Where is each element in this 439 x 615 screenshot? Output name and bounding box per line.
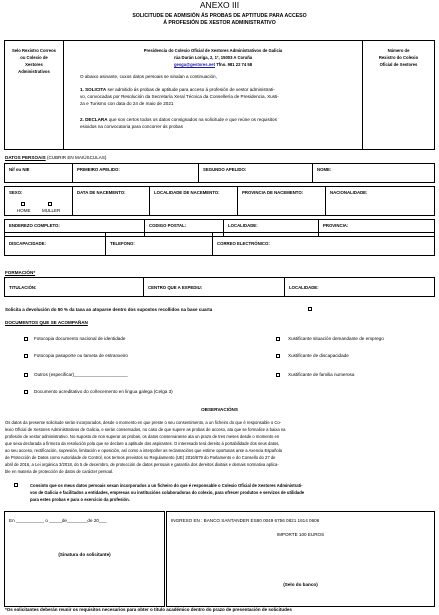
doc-disability-checkbox[interactable] xyxy=(276,354,280,358)
town-label: LOCALIDADE: xyxy=(228,223,258,228)
doc-jobseeker-checkbox[interactable] xyxy=(276,337,280,341)
sex-label: SEXO: xyxy=(9,190,23,195)
doc-id-checkbox[interactable] xyxy=(24,337,28,341)
consent-line-1: Consinto que os meus datos persoais sexan incorporados a un ficheiro do que é responsable o Colexio Oficial de Xestores Administrati- xyxy=(30,483,303,488)
doc-large-family-checkbox[interactable] xyxy=(276,373,280,377)
sex-male-label: HOME xyxy=(17,208,31,213)
disability-label: DISCAPACIDADE: xyxy=(9,241,46,246)
stamp-label-line3: Xestores xyxy=(25,62,43,67)
degree-field[interactable] xyxy=(4,277,144,297)
doc-large-family-label: Xustificante de familia numerosa xyxy=(288,372,355,377)
doc-disability-label: Xustificante de discapacidade xyxy=(288,353,349,358)
nationality-label: NACIONALIDADE: xyxy=(330,190,368,195)
phone-field[interactable] xyxy=(105,232,213,256)
application-body-cell xyxy=(63,40,363,150)
consent-checkbox[interactable] xyxy=(14,483,18,487)
birth-date-label: DATA DE NACEMENTO: xyxy=(77,190,126,195)
issuing-center-field[interactable] xyxy=(143,277,285,297)
declare-label: 2. DECLARA xyxy=(80,117,108,122)
stamp-label-line4: Administrativos xyxy=(18,69,50,74)
bank-account-text: INGRESO EN : BANCO SANTANDER ES80 0049 6756 0821 1614 0606 xyxy=(171,518,320,523)
observations-heading: OBSERVACIÓNS xyxy=(201,407,238,412)
doc-jobseeker-label: Xustificante situación demandante de emprego xyxy=(288,336,384,341)
personal-data-heading xyxy=(5,155,106,160)
bank-payment-box xyxy=(166,511,435,607)
second-surname-label: SEGUNDO APELIDO: xyxy=(203,167,247,172)
stamp-label-line1: Selo Rexistro Correos xyxy=(12,48,56,53)
payment-amount: IMPORTE 100 EUROS xyxy=(276,532,325,537)
nationality-field[interactable] xyxy=(325,186,435,216)
birth-province-field[interactable] xyxy=(237,186,326,216)
bank-stamp-label: (Selo do banco) xyxy=(283,582,318,587)
org-name: Presidencia do Colexio Oficial de Xestores Administrativos de Galicia xyxy=(143,48,283,53)
declare-line1 xyxy=(80,117,277,122)
registry-stamp-cell xyxy=(4,40,64,150)
sex-field xyxy=(4,186,73,216)
email-label: CORREO ELECTRÓNICO: xyxy=(217,241,270,246)
personal-heading-note: (CUBRIR EN MAIÚSCULAS) xyxy=(45,155,107,160)
declare-text: que son certos todos os datos consignados na solicitude e que reúne os requisitos xyxy=(107,117,277,122)
org-address: rúa Durán Loriga, 2, 1º, 15003 A Coruña xyxy=(173,55,253,60)
doc-other-label: Outros (especificar)_____________________ xyxy=(34,372,128,377)
birth-province-label: PROVINCIA DE NACEMENTO: xyxy=(242,190,304,195)
stamp-label-line2: ou Colexio de xyxy=(20,55,48,60)
doc-galician-checkbox[interactable] xyxy=(24,390,28,394)
privacy-line-3: profesión de xestor administrativo. No suposto de non superar as probas, os datos conservaranse ata un prazo de tres meses desde o momento en xyxy=(5,434,280,439)
province-label: PROVINCIA: xyxy=(323,223,349,228)
doc-passport-checkbox[interactable] xyxy=(24,354,28,358)
registry-number-line2: Rexistro do Colexio xyxy=(378,55,419,60)
second-surname-field[interactable] xyxy=(198,163,313,183)
form-title-line1: SOLICITUDE DE ADMISIÓN ÁS PROBAS DE APTITUDE PARA ACCESO xyxy=(132,13,307,19)
sex-male-checkbox[interactable] xyxy=(21,202,25,206)
intro-text: O abaixo asinante, cuxos datos persoais se sinalan a continuación, xyxy=(80,74,217,79)
annex-number: ANEXO III xyxy=(199,0,240,10)
privacy-line-2: lexio Oficial de Xestores Administrativos de Galicia, e serán conservados, no caso de que supere as probas de acceso, ata que se formalice a baixa na xyxy=(5,427,286,432)
sex-female-checkbox[interactable] xyxy=(48,202,52,206)
training-town-field[interactable] xyxy=(284,277,435,297)
signature-box[interactable] xyxy=(4,511,165,607)
fee-refund-checkbox[interactable] xyxy=(308,307,312,311)
name-label: NOME: xyxy=(317,167,332,172)
doc-passport-label: Fotocopia pasaporte ou tarxeta de estranxeiro xyxy=(34,353,128,358)
email-field[interactable] xyxy=(212,232,435,256)
birth-date-field[interactable] xyxy=(72,186,150,216)
declare-line2: esixidos na convocatoria para concorrer ás probas xyxy=(80,124,183,129)
consent-line-3: para estes probas e para o exercicio da profesión. xyxy=(30,497,130,502)
privacy-line-8: ble en materia de protección de datos de carácter persoal. xyxy=(5,469,114,474)
org-contact xyxy=(64,62,362,67)
privacy-line-4: que sexa declarada a firmeza da resolución pola que se declare a aptitude dos aspirantes. O interesado terá dereito á portabilidade dos seus datos, xyxy=(5,441,280,446)
disability-field[interactable] xyxy=(4,232,106,256)
request-line3: za e Turismo con data do 24 de maio de 2021 xyxy=(80,101,174,106)
nif-field[interactable] xyxy=(4,163,73,183)
org-email-link[interactable]: gesga@gestores.net xyxy=(173,62,216,67)
request-label: 1. SOLICITA xyxy=(80,87,107,92)
documents-heading: DOCUMENTOS QUE SE ACOMPAÑAN xyxy=(5,320,88,325)
birth-place-field[interactable] xyxy=(149,186,238,216)
privacy-line-6: de Protección de Datos como Autoridade de Control, nos termos previstos no Regulamento (UE) 2016/679 do Parlamento e do Consello do 27 de xyxy=(5,455,276,460)
name-field[interactable] xyxy=(312,163,435,183)
training-heading: FORMACIÓN* xyxy=(5,270,36,275)
nif-label: Nif ou NIE xyxy=(9,167,30,172)
degree-label: TITULACIÓN: xyxy=(9,285,37,290)
signature-label: (Sinatura do solicitante) xyxy=(58,552,111,557)
privacy-line-1: Os datos da presente solicitude serán incorporados, desde o momento en que preste o seu consentimento, a un ficheiro do que é responsable o Co- xyxy=(5,420,282,425)
doc-id-label: Fotocopia documento nacional de identidade xyxy=(34,336,126,341)
registry-number-line1: Número de xyxy=(387,48,410,53)
postcode-label: CODIGO POSTAL: xyxy=(149,223,187,228)
request-line1 xyxy=(80,87,275,92)
request-line2: vo, convocadas por Resolución da Secretaría Xeral Técnica da Consellería de Presidencia, Xusti- xyxy=(80,94,279,99)
registry-number-cell xyxy=(362,40,435,150)
sex-female-label: MULLER xyxy=(42,208,61,213)
personal-heading-text: DATOS PERSOAIS xyxy=(5,155,46,160)
registry-number-line3: Oficial de Xestores xyxy=(379,62,418,67)
phone-label: TELEFONO: xyxy=(110,241,135,246)
doc-galician-label: Documento acreditativo do coñecemento en lingua galega (Celga 3) xyxy=(34,389,173,394)
signature-date-line: En ___________ o _____de________de 20___ xyxy=(9,518,107,523)
fee-refund-request: Solicita a devolución do 50 % da taxa ao atoparse dentro dos supostos recollidos na base cuarta xyxy=(5,307,213,312)
first-surname-label: PRIMEIRO APELIDO: xyxy=(77,167,120,172)
first-surname-field[interactable] xyxy=(72,163,199,183)
issuing-center-label: CENTRO QUE A EXPEDIU: xyxy=(148,285,203,290)
request-text: ser admitido ás probas de aptitude para acceso á profesión de xestor administrati- xyxy=(106,87,275,92)
privacy-line-7: abril de 2016, a Lei orgánica 3/2018, do 5 de decembro, de protección de datos persoais e garantía dos dereitos dixitais e demais normativa aplica- xyxy=(5,462,279,467)
address-label: ENDEREZO COMPLETO: xyxy=(9,223,60,228)
footnote: *Os solicitantes deberán reunir os requisitos necesarios para obter o título académico dentro do prazo de presentación de solicitudes xyxy=(5,607,292,612)
consent-line-2: vos de Galicia e facilitados a entidades, empresas ou institucións colaboradoras do colexio, para ofrecer produtos e servizos de utilidade xyxy=(30,490,305,495)
privacy-line-5: ao seu acceso, rectificación, supresión, limitación e oposición, así como a interpoñer as reclamacións que estime oportunas ante a Axencia Española xyxy=(5,448,282,453)
doc-other-checkbox[interactable] xyxy=(24,373,28,377)
form-title-line2: Á PROFESIÓN DE XESTOR ADMINISTRATIVO xyxy=(163,20,276,26)
birth-place-label: LOCALIDADE DE NACEMENTO: xyxy=(154,190,220,195)
org-phone: Tfno. 981 22 74 58 xyxy=(215,62,253,67)
training-town-label: LOCALIDADE: xyxy=(289,285,319,290)
